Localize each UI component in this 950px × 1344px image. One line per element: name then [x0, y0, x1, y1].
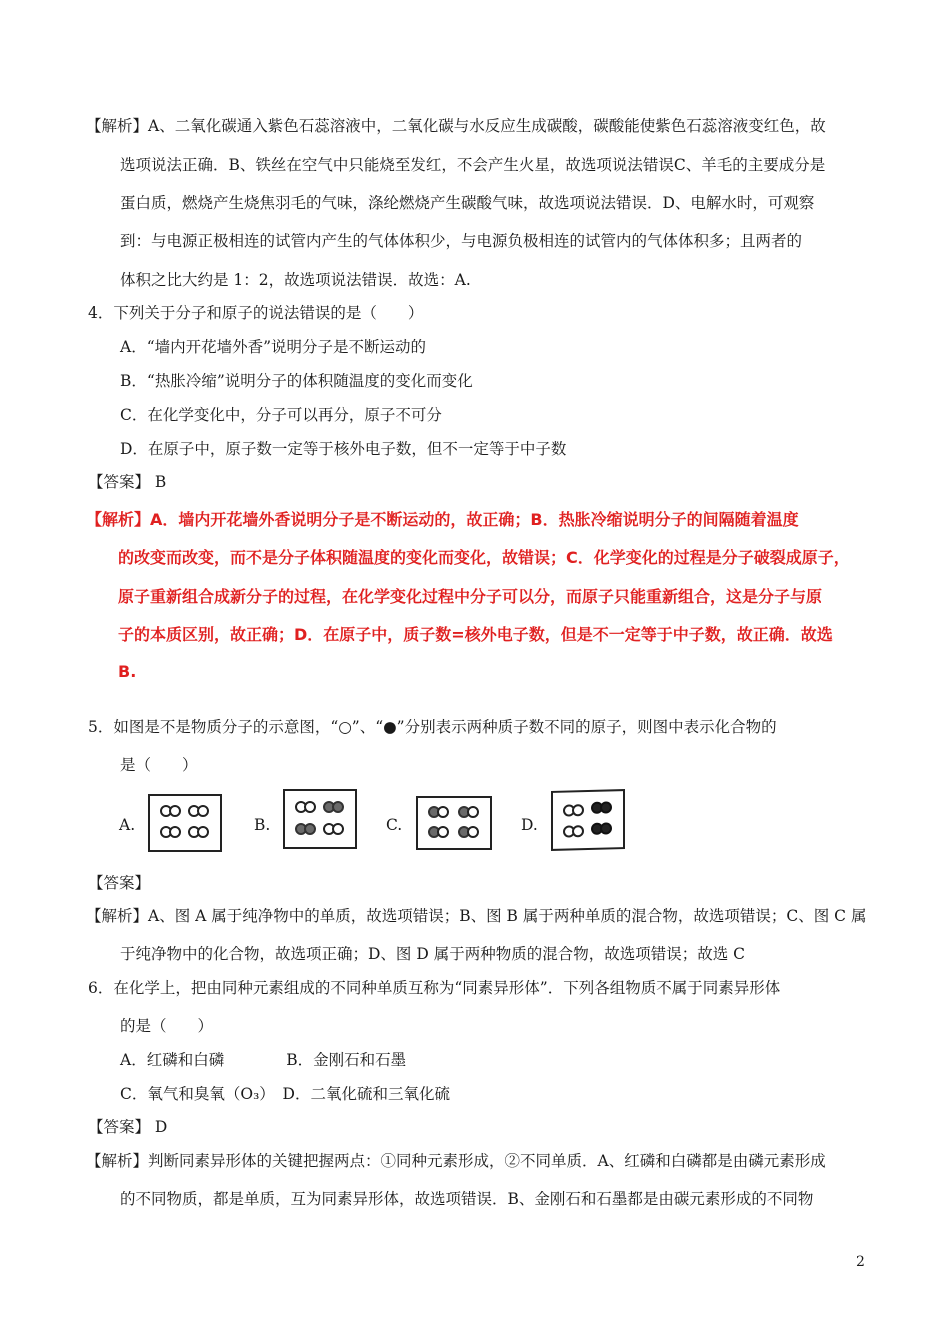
q5-diagram-a [148, 794, 222, 852]
q6-option-row-1: A．红磷和白磷 B．金刚石和石墨 [120, 1051, 407, 1069]
molecule-dark-open [428, 806, 450, 818]
molecule-dark-dark [323, 801, 345, 813]
q3-analysis-line-1: 【解析】A、二氧化碳通入紫色石蕊溶液中，二氧化碳与水反应生成碳酸，碳酸能使紫色石蕊溶液变红色，故 [86, 117, 826, 135]
q4-analysis-line-1: 【解析】A．墙内开花墙外香说明分子是不断运动的，故正确；B．热胀冷缩说明分子的间隔随着温度 [86, 510, 799, 529]
molecule-open-open [160, 826, 182, 838]
q3-analysis-line-4: 到：与电源正极相连的试管内产生的气体体积少，与电源负极相连的试管内的气体体积多；且两者的 [120, 232, 803, 250]
q5-stem-line-2: 是（ ） [120, 756, 198, 774]
molecule-open-open [323, 823, 345, 835]
molecule-open-open [295, 801, 317, 813]
q6-analysis-line-1: 【解析】判断同素异形体的关键把握两点：①同种元素形成，②不同单质．A、红磷和白磷都是由磷元素形成 [86, 1152, 826, 1170]
molecule-black-black [591, 801, 613, 814]
q4-option-c: C．在化学变化中，分子可以再分，原子不可分 [120, 406, 442, 424]
q4-option-b: B．“热胀冷缩”说明分子的体积随温度的变化而变化 [120, 372, 473, 390]
q4-answer: 【答案】 B [88, 473, 167, 491]
q6-option-row-2: C．氧气和臭氧（O₃） D．二氧化硫和三氧化硫 [120, 1085, 450, 1103]
molecule-dark-open [458, 806, 480, 818]
q4-analysis-line-2: 的改变而改变，而不是分子体积随温度的变化而变化，故错误；C．化学变化的过程是分子破裂成原子， [118, 548, 850, 567]
q5-option-label-c: C. [386, 816, 403, 834]
q5-option-label-a: A. [119, 816, 136, 834]
molecule-open-open [563, 804, 585, 817]
q4-option-a: A．“墙内开花墙外香”说明分子是不断运动的 [120, 338, 427, 356]
q5-diagram-d [551, 789, 625, 851]
q5-diagram-b [283, 789, 357, 849]
molecule-open-open [188, 826, 210, 838]
q5-stem-line-1: 5．如图是不是物质分子的示意图，“○”、“●”分别表示两种质子数不同的原子，则图中表示化合物的 [88, 718, 777, 736]
q4-analysis-line-5: B. [118, 662, 137, 681]
q6-answer: 【答案】 D [88, 1118, 168, 1136]
q3-analysis-line-2: 选项说法正确．B、铁丝在空气中只能烧至发红，不会产生火星，故选项说法错误C、羊毛的主要成分是 [120, 156, 826, 174]
q3-analysis-line-3: 蛋白质，燃烧产生烧焦羽毛的气味，涤纶燃烧产生碳酸气味，故选项说法错误．D、电解水时，可观察 [120, 194, 815, 212]
q6-stem-line-2: 的是（ ） [120, 1017, 214, 1035]
molecule-dark-open [428, 826, 450, 838]
q4-analysis-line-4: 子的本质区别，故正确；D．在原子中，质子数=核外电子数，但是不一定等于中子数，故正确．故选 [118, 625, 833, 644]
q5-option-label-d: D. [521, 816, 538, 834]
q5-option-label-b: B. [254, 816, 271, 834]
q5-analysis-line-2: 于纯净物中的化合物，故选项正确；D、图 D 属于两种物质的混合物，故选项错误；故选 C [120, 945, 745, 963]
q4-option-d: D．在原子中，原子数一定等于核外电子数，但不一定等于中子数 [120, 440, 567, 458]
q4-analysis-line-3: 原子重新组合成新分子的过程，在化学变化过程中分子可以分，而原子只能重新组合，这是分子与原 [118, 587, 823, 606]
page-number: 2 [856, 1254, 865, 1270]
q3-analysis-line-5: 体积之比大约是 1：2，故选项说法错误．故选：A. [120, 271, 471, 289]
q6-analysis-line-2: 的不同物质，都是单质，互为同素异形体，故选项错误．B、金刚石和石墨都是由碳元素形成的不同物 [120, 1190, 814, 1208]
molecule-dark-open [458, 826, 480, 838]
molecule-black-black [591, 822, 613, 835]
q4-stem: 4．下列关于分子和原子的说法错误的是（ ） [88, 304, 424, 322]
molecule-open-open [188, 805, 210, 817]
molecule-open-open [160, 805, 182, 817]
q5-analysis-line-1: 【解析】A、图 A 属于纯净物中的单质，故选项错误；B、图 B 属于两种单质的混合物，故选项错误；C、图 C 属 [86, 907, 867, 925]
q5-diagram-c [416, 796, 492, 850]
q5-answer: 【答案】 [88, 874, 151, 892]
molecule-dark-dark [295, 823, 317, 835]
q6-stem-line-1: 6．在化学上，把由同种元素组成的不同种单质互称为“同素异形体”．下列各组物质不属于同素异形体 [88, 979, 781, 997]
molecule-open-open [563, 825, 585, 838]
